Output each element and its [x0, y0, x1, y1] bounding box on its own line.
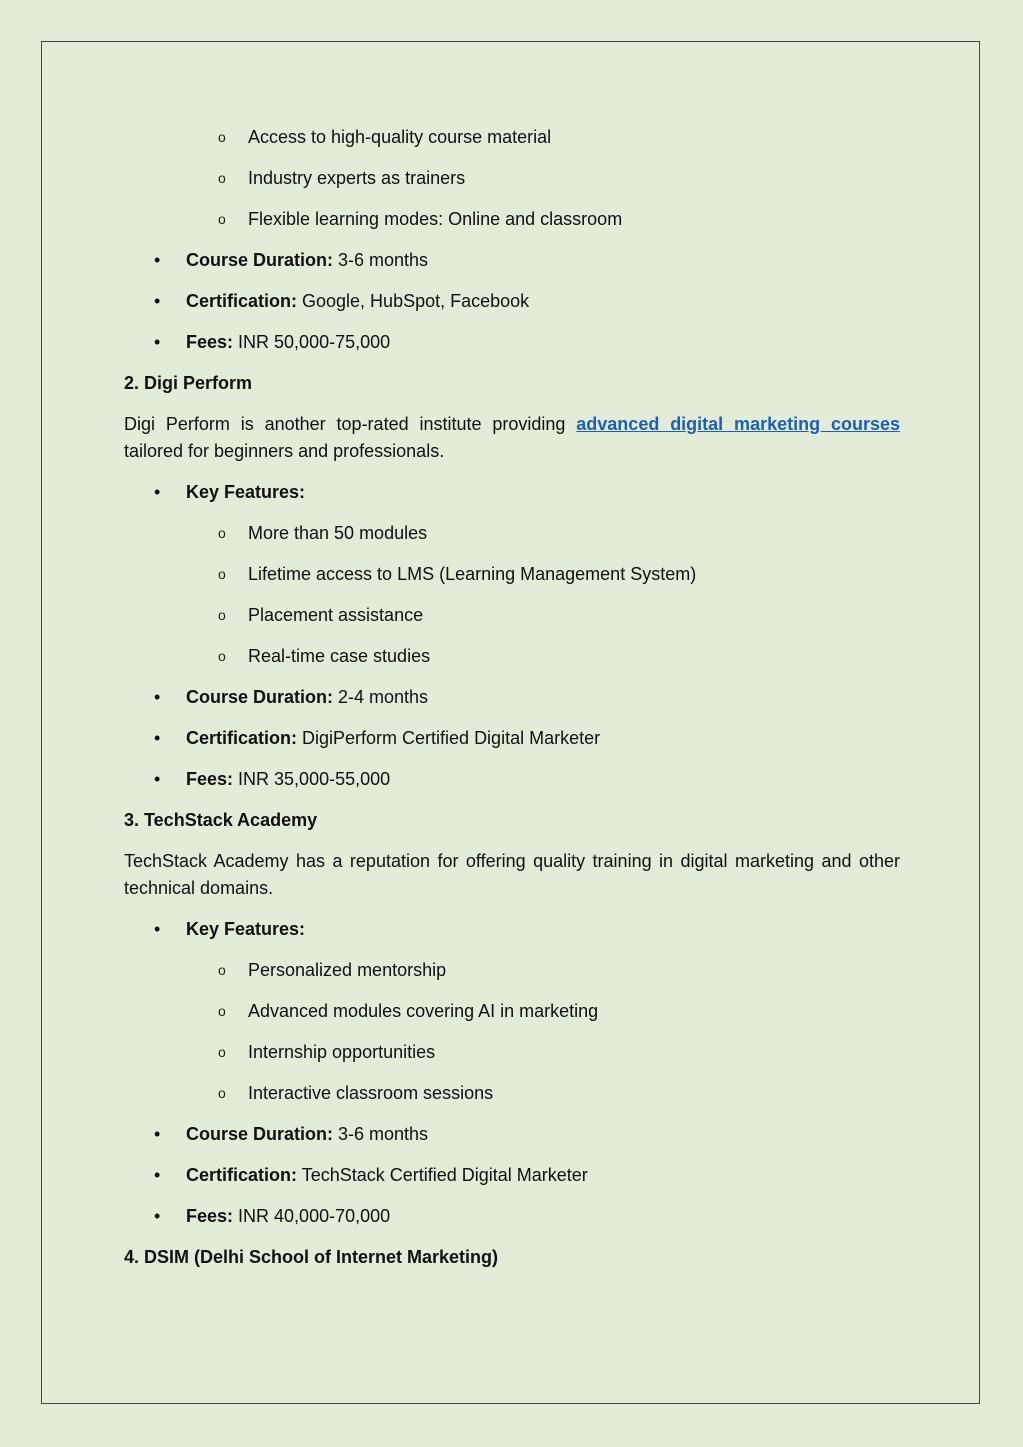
- list-item: o Industry experts as trainers: [248, 165, 465, 192]
- bullet-icon: •: [154, 482, 161, 502]
- section-intro: Digi Perform is another top-rated institute providing advanced digital marketing courses tailored for beginners and professionals.: [124, 414, 900, 461]
- section-intro: TechStack Academy has a reputation for offering quality training in digital marketing and other technical domains.: [124, 851, 900, 898]
- sub-bullet-icon: o: [218, 648, 226, 664]
- bullet-icon: •: [154, 332, 161, 352]
- bullet-icon: •: [154, 919, 161, 939]
- list-item: o Advanced modules covering AI in marketing: [248, 998, 598, 1025]
- bullet-icon: •: [154, 1206, 161, 1226]
- sub-bullet-icon: o: [218, 525, 226, 541]
- list-item: o Interactive classroom sessions: [248, 1080, 493, 1107]
- sub-bullet-icon: o: [218, 1003, 226, 1019]
- certification-item: • Certification: TechStack Certified Digital Marketer: [186, 1162, 588, 1189]
- sub-bullet-icon: o: [218, 129, 226, 145]
- bullet-icon: •: [154, 250, 161, 270]
- list-item: o Personalized mentorship: [248, 957, 446, 984]
- sub-bullet-icon: o: [218, 170, 226, 186]
- list-item: o Placement assistance: [248, 602, 423, 629]
- course-link[interactable]: advanced digital marketing courses: [576, 414, 900, 434]
- fees-item: • Fees: INR 40,000-70,000: [186, 1203, 390, 1230]
- certification-item: • Certification: Google, HubSpot, Facebook: [186, 288, 529, 315]
- bullet-icon: •: [154, 687, 161, 707]
- list-item: o Access to high-quality course material: [248, 124, 551, 151]
- list-item: o Internship opportunities: [248, 1039, 435, 1066]
- course-duration-item: • Course Duration: 2-4 months: [186, 684, 428, 711]
- bullet-icon: •: [154, 728, 161, 748]
- bullet-icon: •: [154, 1124, 161, 1144]
- key-features-item: • Key Features:: [186, 916, 305, 943]
- sub-bullet-icon: o: [218, 1044, 226, 1060]
- course-duration-item: • Course Duration: 3-6 months: [186, 1121, 428, 1148]
- list-item: o Real-time case studies: [248, 643, 430, 670]
- sub-bullet-icon: o: [218, 962, 226, 978]
- key-features-item: • Key Features:: [186, 479, 305, 506]
- sub-bullet-icon: o: [218, 607, 226, 623]
- sub-bullet-icon: o: [218, 566, 226, 582]
- certification-item: • Certification: DigiPerform Certified Digital Marketer: [186, 725, 600, 752]
- section-heading: 2. Digi Perform: [124, 373, 253, 393]
- list-item: o More than 50 modules: [248, 520, 427, 547]
- section-heading: 3. TechStack Academy: [124, 810, 318, 830]
- page-border: [41, 41, 980, 1404]
- bullet-icon: •: [154, 769, 161, 789]
- list-item: o Lifetime access to LMS (Learning Management System): [248, 561, 696, 588]
- sub-bullet-icon: o: [218, 211, 226, 227]
- fees-item: • Fees: INR 35,000-55,000: [186, 766, 390, 793]
- fees-item: • Fees: INR 50,000-75,000: [186, 329, 390, 356]
- course-duration-item: • Course Duration: 3-6 months: [186, 247, 428, 274]
- section-heading: 4. DSIM (Delhi School of Internet Marketing): [124, 1247, 499, 1267]
- bullet-icon: •: [154, 291, 161, 311]
- bullet-icon: •: [154, 1165, 161, 1185]
- sub-bullet-icon: o: [218, 1085, 226, 1101]
- list-item: o Flexible learning modes: Online and classroom: [248, 206, 622, 233]
